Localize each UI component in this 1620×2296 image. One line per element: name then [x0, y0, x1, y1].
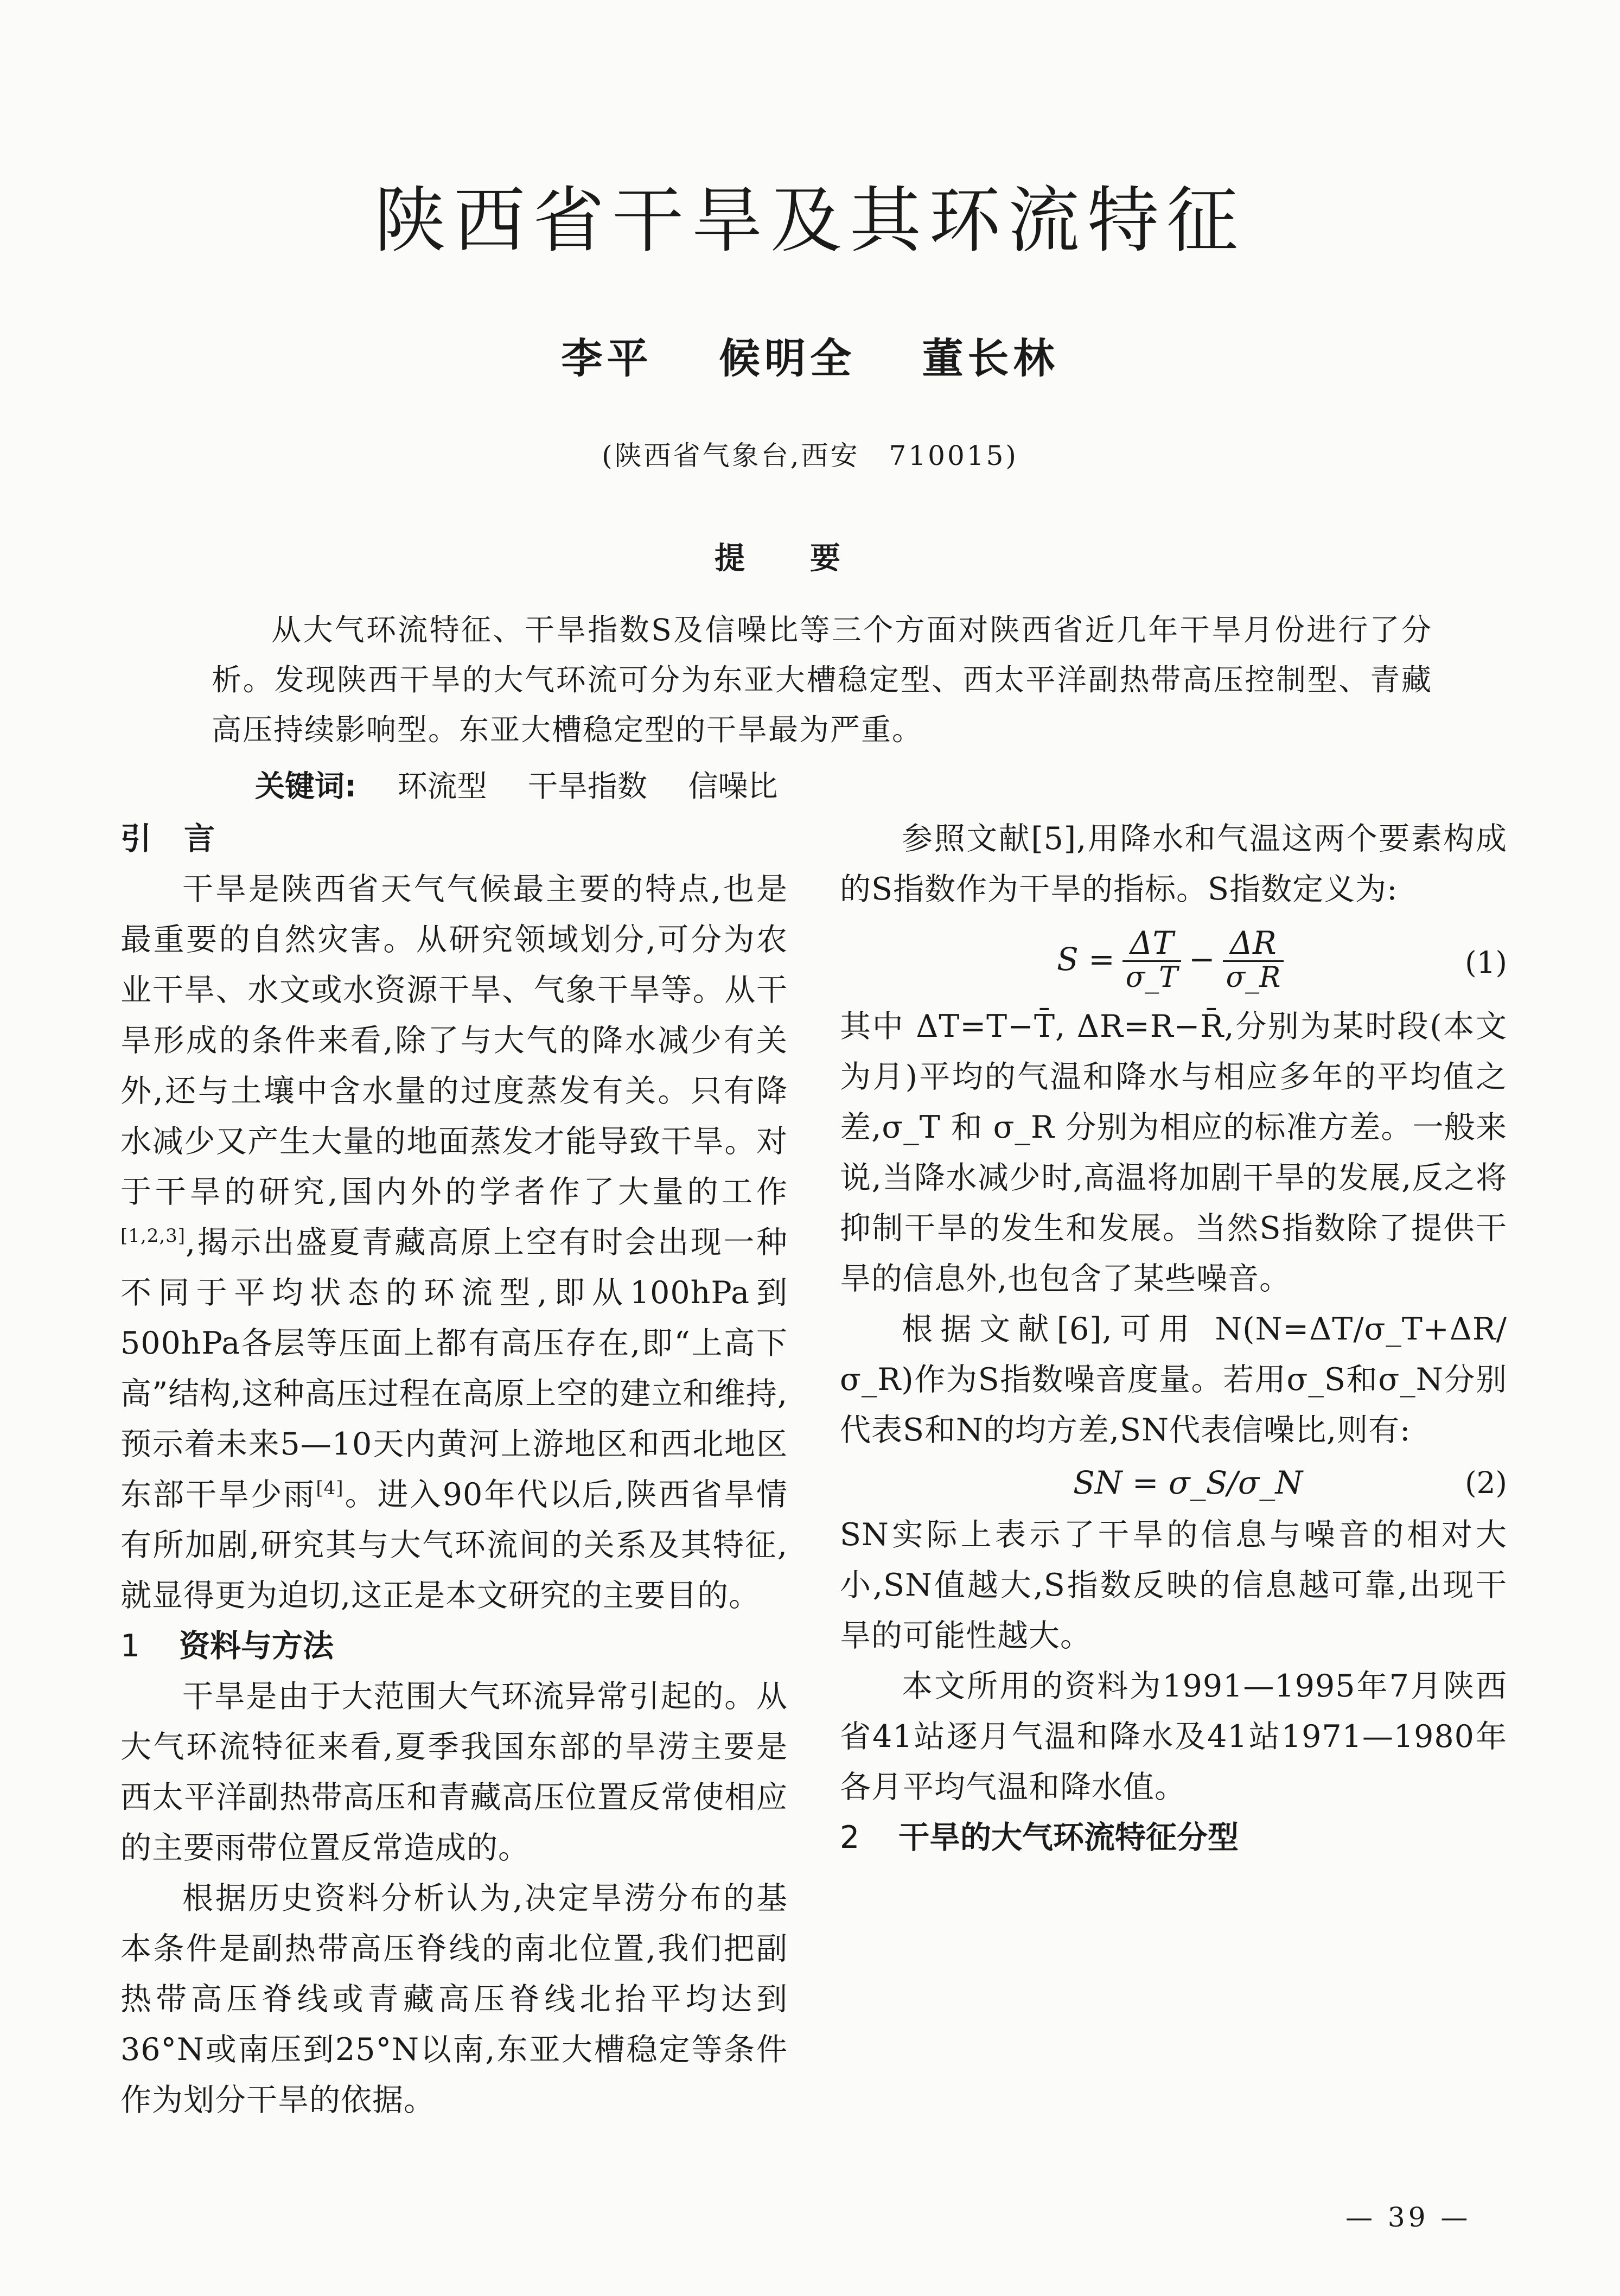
author-name: 候明全 [719, 334, 856, 382]
denominator: σ_T [1122, 960, 1181, 993]
equation-1 [840, 915, 1507, 1002]
body-paragraph: SN实际上表示了干旱的信息与噪音的相对大小,SN值越大,S指数反映的信息越可靠,出现干旱的可能性越大。 [840, 1517, 1507, 1654]
section-heading-1 [120, 1621, 788, 1672]
page-number: — 39 — [1345, 2202, 1471, 2233]
fraction [1223, 926, 1284, 993]
abstract-text: 从大气环流特征、干旱指数S及信噪比等三个方面对陕西省近几年干旱月份进行了分析。发现陕西干旱的大气环流可分为东亚大槽稳定型、西太平洋副热带高压控制型、青藏高压持续影响型。东亚大槽稳定型的干旱最为严重。 [212, 613, 1432, 747]
intro-text: ,揭示出盛夏青藏高原上空有时会出现一种不同于平均状态的环流型,即从100hPa到500hPa各层等压面上都有高压存在,即“上高下高”结构,这种高压过程在高原上空的建立和维持,预示着未来5—10天内黄河上游地区和西北地区东部干旱少雨 [120, 1224, 788, 1513]
section-title: 干旱的大气环流特征分型 [898, 1820, 1239, 1855]
keyword: 环流型 [397, 769, 487, 803]
keyword: 信噪比 [688, 769, 778, 803]
intro-text: 干旱是陕西省天气气候最主要的特点,也是最重要的自然灾害。从研究领域划分,可分为农业干旱、水文或水资源干旱、气象干旱等。从干旱形成的条件来看,除了与大气的降水减少有关外,还与土壤中含水量的过度蒸发有关。只有降水减少又产生大量的地面蒸发才能导致干旱。对于干旱的研究,国内外的学者作了大量的工作 [120, 871, 788, 1210]
section-title: 资料与方法 [179, 1628, 334, 1664]
author-list [0, 326, 1620, 385]
equation-number: (2) [1465, 1465, 1507, 1500]
equation-lhs: S = [1057, 941, 1115, 978]
numerator: ΔT [1130, 924, 1174, 961]
body-paragraph: 干旱是由于大范围大气环流异常引起的。从大气环流特征来看,夏季我国东部的旱涝主要是西太平洋副热带高压和青藏高压位置反常使相应的主要雨带位置反常造成的。 [120, 1679, 788, 1866]
body-paragraph: 根据历史资料分析认为,决定旱涝分布的基本条件是副热带高压脊线的南北位置,我们把副热带高压脊线或青藏高压脊线北抬平均达到36°N或南压到25°N以南,东亚大槽稳定等条件作为划分干旱的依据。 [120, 1880, 788, 2118]
keywords-label: 关键词: [255, 769, 356, 803]
citation: [1,2,3] [120, 1225, 186, 1247]
denominator: σ_R [1223, 960, 1284, 993]
author-name: 董长林 [922, 334, 1059, 382]
keywords [255, 762, 778, 805]
minus-sign: − [1188, 941, 1215, 978]
citation: [4] [316, 1477, 344, 1499]
left-column [120, 814, 788, 2126]
intro-paragraph [120, 864, 788, 1621]
author-name: 李平 [561, 334, 653, 382]
numerator: ΔR [1230, 924, 1277, 961]
body-paragraph: 本文所用的资料为1991—1995年7月陕西省41站逐月气温和降水及41站1971—1980年各月平均气温和降水值。 [840, 1668, 1507, 1805]
body-paragraph: 其中 ΔT=T−T̄, ΔR=R−R̄,分别为某时段(本文为月)平均的气温和降水与相应多年的平均值之差,σ_T 和 σ_R 分别为相应的标准方差。一般来说,当降水减少时,高温将加剧干旱的发展,反之将抑制干旱的发生和发展。当然S指数除了提供干旱的信息外,也包含了某些噪音。 [840, 1009, 1507, 1297]
fraction [1122, 926, 1181, 993]
section-number: 2 [840, 1820, 860, 1855]
intro-text: 。进入90年代以后,陕西省旱情有所加剧,研究其与大气环流间的关系及其特征,就显得更为迫切,这正是本文研究的主要目的。 [120, 1477, 788, 1613]
section-heading-2 [840, 1813, 1507, 1863]
section-heading-intro: 引言 [120, 821, 247, 857]
paper-title: 陕西省干旱及其环流特征 [374, 179, 1246, 263]
right-column [840, 814, 1507, 1863]
keyword: 干旱指数 [527, 769, 647, 803]
equation-2 [840, 1456, 1507, 1510]
body-paragraph: 根据文献[6],可用 N(N=ΔT/σ_T+ΔR/σ_R)作为S指数噪音度量。若用σ_S和σ_N分别代表S和N的均方差,SN代表信噪比,则有: [840, 1311, 1507, 1448]
section-number: 1 [120, 1628, 141, 1664]
equation-number: (1) [1465, 945, 1507, 980]
abstract-heading: 提要 [715, 541, 905, 576]
body-paragraph: 参照文献[5],用降水和气温这两个要素构成的S指数作为干旱的指标。S指数定义为: [840, 821, 1507, 907]
equation-body: SN = σ_S/σ_N [1073, 1464, 1303, 1501]
affiliation: (陕西省气象台,西安 710015) [602, 440, 1018, 471]
